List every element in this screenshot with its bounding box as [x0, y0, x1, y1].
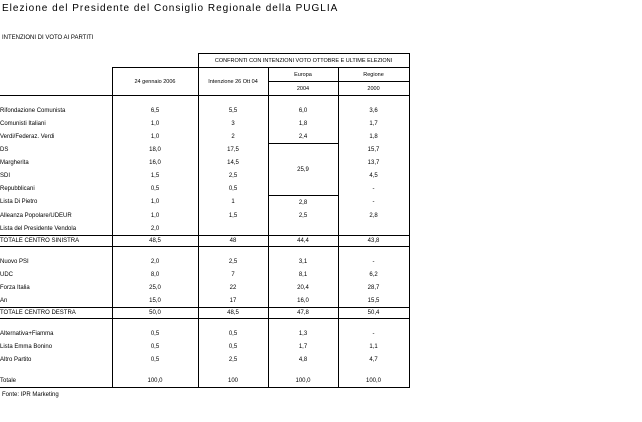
- value-regione: 1,8: [338, 130, 409, 144]
- value-regione: 1,7: [338, 117, 409, 130]
- value-oct: 14,5: [198, 157, 268, 170]
- value-jan: 15,0: [112, 294, 198, 308]
- party-name: Alleanza Popolare/UDEUR: [0, 209, 112, 222]
- total-jan: 50,0: [112, 308, 198, 319]
- value-jan: 25,0: [112, 281, 198, 294]
- table-subtitle: INTENZIONI DI VOTO AI PARTITI: [2, 35, 94, 41]
- table-row: [0, 144, 409, 157]
- party-name: Nuovo PSI: [0, 255, 112, 268]
- value-jan: 1,0: [112, 130, 198, 144]
- comparison-group-header: CONFRONTI CON INTENZIONI VOTO OTTOBRE E ULTIME ELEZIONI: [198, 54, 409, 68]
- total-europa: 100,0: [268, 374, 338, 388]
- value-europa: 2,5: [268, 209, 338, 222]
- value-regione: 4,7: [338, 353, 409, 366]
- total-oct: 48: [198, 236, 268, 247]
- value-jan: 0,5: [112, 327, 198, 340]
- value-regione: 13,7: [338, 157, 409, 170]
- party-name: Altro Partito: [0, 353, 112, 366]
- party-name: Margherita: [0, 157, 112, 170]
- header-row-cols: [0, 68, 409, 82]
- value-regione: 6,2: [338, 268, 409, 281]
- table-row: [0, 130, 409, 144]
- total-row-centrosinistra: [0, 236, 409, 247]
- table-row: [0, 281, 409, 294]
- party-name: Lista Di Pietro: [0, 196, 112, 210]
- total-europa: 47,8: [268, 308, 338, 319]
- page-title: Elezione del Presidente del Consiglio Regionale della PUGLIA: [2, 3, 339, 14]
- value-oct: 3: [198, 117, 268, 130]
- table-row: [0, 268, 409, 281]
- party-name: An: [0, 294, 112, 308]
- value-oct: 0,5: [198, 327, 268, 340]
- col-header-regione-year: 2000: [338, 82, 409, 96]
- party-name: Repubblicani: [0, 183, 112, 196]
- value-oct: 7: [198, 268, 268, 281]
- party-name: Lista del Presidente Vendola: [0, 222, 112, 236]
- party-name: Rifondazione Comunista: [0, 104, 112, 117]
- table-row: [0, 157, 409, 170]
- value-europa: 4,8: [268, 353, 338, 366]
- party-name: UDC: [0, 268, 112, 281]
- value-jan: 1,0: [112, 209, 198, 222]
- value-regione: -: [338, 183, 409, 196]
- value-europa-merged: 25,9: [268, 144, 338, 196]
- value-regione: 3,6: [338, 104, 409, 117]
- total-jan: 48,5: [112, 236, 198, 247]
- table-row: [0, 104, 409, 117]
- party-name: Forza Italia: [0, 281, 112, 294]
- value-europa: 2,8: [268, 196, 338, 210]
- table-row: [0, 255, 409, 268]
- value-jan: 0,5: [112, 340, 198, 353]
- value-jan: 1,0: [112, 117, 198, 130]
- value-jan: 1,5: [112, 170, 198, 183]
- party-name: SDI: [0, 170, 112, 183]
- total-regione: 100,0: [338, 374, 409, 388]
- party-name: Alternativa+Fiamma: [0, 327, 112, 340]
- table-row: [0, 340, 409, 353]
- value-europa: 20,4: [268, 281, 338, 294]
- value-europa: 1,3: [268, 327, 338, 340]
- value-jan: 2,0: [112, 222, 198, 236]
- total-row-centrodestra: [0, 308, 409, 319]
- table-row: [0, 196, 409, 210]
- table-row: [0, 353, 409, 366]
- voting-intentions-table: [0, 53, 410, 388]
- value-regione: 15,7: [338, 144, 409, 157]
- value-regione: 1,1: [338, 340, 409, 353]
- value-regione: -: [338, 196, 409, 210]
- header-row-group: [0, 54, 409, 68]
- total-jan: 100,0: [112, 374, 198, 388]
- value-regione: 15,5: [338, 294, 409, 308]
- value-europa: 2,4: [268, 130, 338, 144]
- value-oct: 2,5: [198, 170, 268, 183]
- col-header-jan: 24 gennaio 2006: [112, 68, 198, 96]
- value-oct: 0,5: [198, 340, 268, 353]
- value-regione: -: [338, 327, 409, 340]
- total-regione: 43,8: [338, 236, 409, 247]
- total-label: Totale: [0, 374, 112, 388]
- col-header-regione: Regione: [338, 68, 409, 82]
- table-row: [0, 170, 409, 183]
- value-regione: [338, 222, 409, 236]
- table-row: [0, 209, 409, 222]
- value-jan: 2,0: [112, 255, 198, 268]
- value-oct: [198, 222, 268, 236]
- value-jan: 1,0: [112, 196, 198, 210]
- party-name: DS: [0, 144, 112, 157]
- value-regione: -: [338, 255, 409, 268]
- total-europa: 44,4: [268, 236, 338, 247]
- source-note: Fonte: IPR Marketing: [2, 392, 59, 398]
- value-jan: 0,5: [112, 183, 198, 196]
- col-header-europa-year: 2004: [268, 82, 338, 96]
- value-oct: 2,5: [198, 255, 268, 268]
- total-oct: 100: [198, 374, 268, 388]
- total-oct: 48,5: [198, 308, 268, 319]
- value-oct: 17: [198, 294, 268, 308]
- grand-total-row: [0, 374, 409, 388]
- table-row: [0, 294, 409, 308]
- value-regione: 4,5: [338, 170, 409, 183]
- value-oct: 0,5: [198, 183, 268, 196]
- table-row: [0, 183, 409, 196]
- total-regione: 50,4: [338, 308, 409, 319]
- value-regione: 28,7: [338, 281, 409, 294]
- value-regione: 2,8: [338, 209, 409, 222]
- value-jan: 16,0: [112, 157, 198, 170]
- value-oct: 2: [198, 130, 268, 144]
- value-europa: 6,0: [268, 104, 338, 117]
- value-oct: 1: [198, 196, 268, 210]
- value-oct: 22: [198, 281, 268, 294]
- col-header-europa: Europa: [268, 68, 338, 82]
- value-jan: 0,5: [112, 353, 198, 366]
- value-europa: [268, 222, 338, 236]
- value-jan: 18,0: [112, 144, 198, 157]
- value-oct: 5,5: [198, 104, 268, 117]
- value-europa: 16,0: [268, 294, 338, 308]
- total-label: TOTALE CENTRO SINISTRA: [0, 236, 112, 247]
- value-europa: 3,1: [268, 255, 338, 268]
- table-row: [0, 327, 409, 340]
- value-oct: 2,5: [198, 353, 268, 366]
- value-europa: 1,8: [268, 117, 338, 130]
- value-jan: 8,0: [112, 268, 198, 281]
- table-row: [0, 117, 409, 130]
- table-row: [0, 222, 409, 236]
- value-europa: 8,1: [268, 268, 338, 281]
- col-header-oct: Intenzione 26 Ott 04: [198, 68, 268, 96]
- party-name: Verdi/Federaz. Verdi: [0, 130, 112, 144]
- value-jan: 6,5: [112, 104, 198, 117]
- total-label: TOTALE CENTRO DESTRA: [0, 308, 112, 319]
- party-name: Comunisti Italiani: [0, 117, 112, 130]
- value-europa: 1,7: [268, 340, 338, 353]
- value-oct: 1,5: [198, 209, 268, 222]
- value-oct: 17,5: [198, 144, 268, 157]
- party-name: Lista Emma Bonino: [0, 340, 112, 353]
